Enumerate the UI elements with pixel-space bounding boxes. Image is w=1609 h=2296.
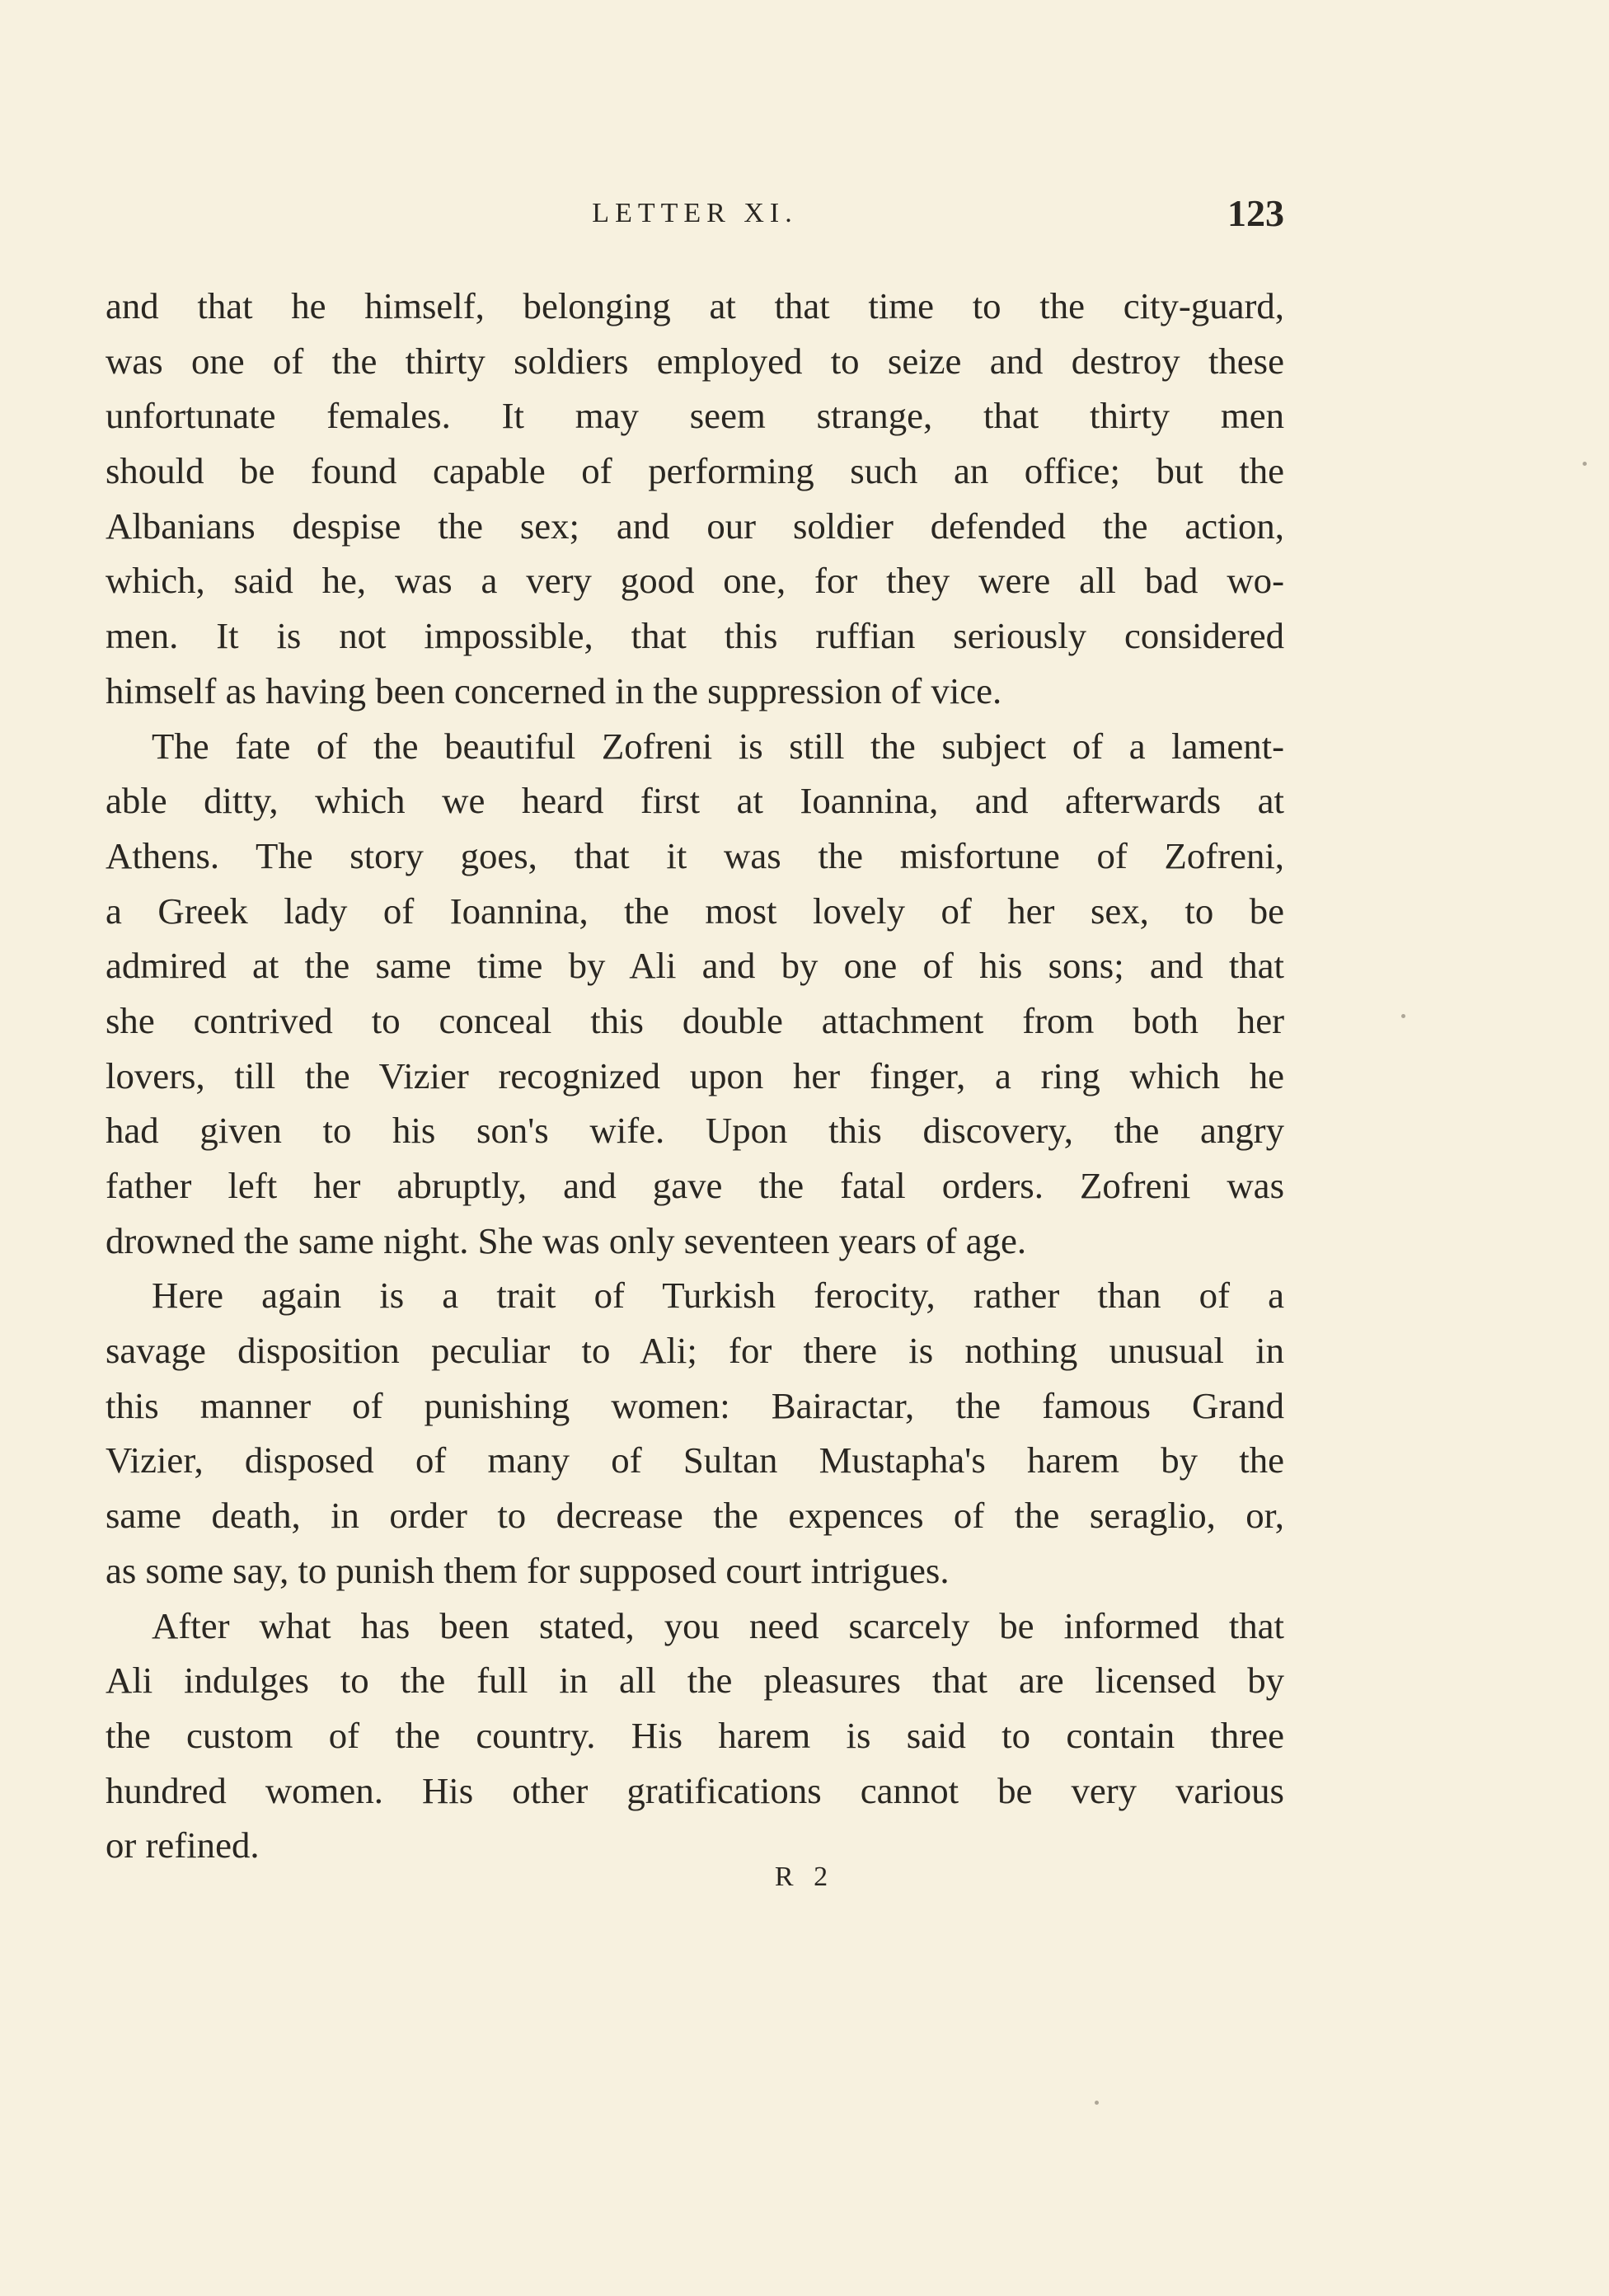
paper-speck: [1401, 1014, 1405, 1018]
text-line: Ali indulges to the full in all the pleasures that are licensed by: [106, 1660, 1284, 1702]
text-line: The fate of the beautiful Zofreni is still the subject of a lament-: [152, 725, 1284, 767]
paper-speck: [1095, 2101, 1099, 2105]
text-line: After what has been stated, you need scarcely be informed that: [152, 1604, 1284, 1646]
text-line: able ditty, which we heard first at Ioannina, and afterwards at: [106, 780, 1284, 822]
text-line: as some say, to punish them for supposed court intrigues.: [106, 1549, 950, 1591]
paragraph: [106, 719, 1284, 1269]
signature-mark: R 2: [774, 1862, 835, 1892]
running-title: LETTER XI.: [592, 198, 798, 228]
text-line: drowned the same night. She was only seventeen years of age.: [106, 1219, 1027, 1261]
body-text: [106, 279, 1284, 1873]
text-line: had given to his son's wife. Upon this discovery, the angry: [106, 1110, 1284, 1152]
text-line: savage disposition peculiar to Ali; for there is nothing unusual in: [106, 1330, 1284, 1372]
text-line: this manner of punishing women: Bairactar, the famous Grand: [106, 1384, 1284, 1426]
paragraph: [106, 1268, 1284, 1598]
text-line: should be found capable of performing such an office; but the: [106, 450, 1284, 492]
text-line: lovers, till the Vizier recognized upon her finger, a ring which he: [106, 1054, 1284, 1096]
text-line: men. It is not impossible, that this ruffian seriously considered: [106, 615, 1284, 657]
text-line: same death, in order to decrease the expences of the seraglio, or,: [106, 1495, 1284, 1537]
text-line: was one of the thirty soldiers employed to seize and destroy these: [106, 340, 1284, 382]
paper-speck: [1583, 462, 1587, 466]
text-line: the custom of the country. His harem is said to contain three: [106, 1714, 1284, 1756]
paragraph: [106, 279, 1284, 719]
paragraph: [106, 1599, 1284, 1873]
text-line: or refined.: [106, 1824, 260, 1866]
text-line: which, said he, was a very good one, for they were all bad wo-: [106, 560, 1284, 602]
text-line: admired at the same time by Ali and by one of his sons; and that: [106, 945, 1284, 987]
text-line: unfortunate females. It may seem strange, that thirty men: [106, 395, 1284, 437]
text-line: she contrived to conceal this double attachment from both her: [106, 999, 1284, 1041]
text-line: Albanians despise the sex; and our soldier defended the action,: [106, 505, 1284, 547]
text-line: father left her abruptly, and gave the fatal orders. Zofreni was: [106, 1165, 1284, 1206]
text-line: and that he himself, belonging at that time to the city-guard,: [106, 285, 1284, 326]
text-line: Athens. The story goes, that it was the misfortune of Zofreni,: [106, 834, 1284, 876]
text-line: himself as having been concerned in the suppression of vice.: [106, 669, 1002, 711]
text-line: Here again is a trait of Turkish ferocity, rather than of a: [152, 1275, 1284, 1317]
text-line: a Greek lady of Ioannina, the most lovely of her sex, to be: [106, 890, 1284, 932]
text-line: Vizier, disposed of many of Sultan Mustapha's harem by the: [106, 1439, 1284, 1481]
text-line: hundred women. His other gratifications cannot be very various: [106, 1769, 1284, 1811]
page-number: 123: [1227, 192, 1284, 234]
running-head: [106, 191, 1284, 241]
